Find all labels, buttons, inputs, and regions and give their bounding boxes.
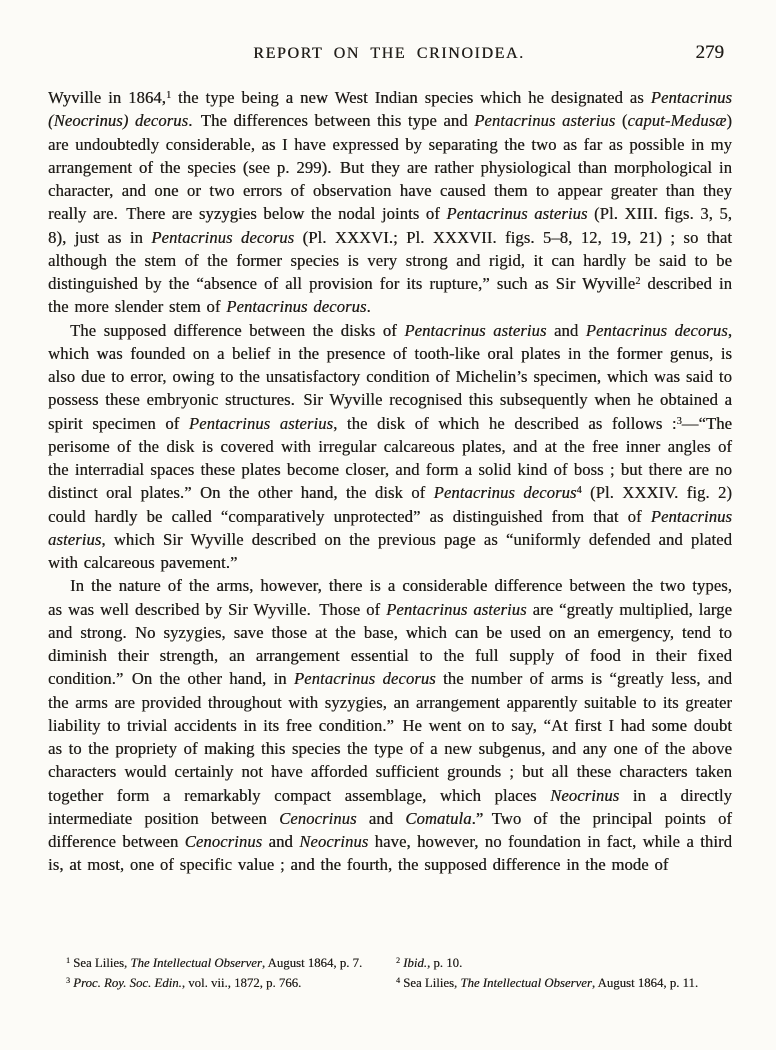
- footnote-1: $^1$ Sea Lilies, The Intellectual Observer, August 1864, p. 7.: [66, 956, 363, 970]
- body-paragraph-1: Wyville in 1864,$^1$ the type being a new West Indian species which he designated as Pentacrinus (Neocrinus) decorus. The differences between this type and Pentacrinus asterius (caput-Medusæ) are undoubtedly considerable, as I have expressed by separating the two as far as possible in my arrangement of the species (see p. 299). But they are rather physiological than morphological in character, and one or two errors of observation have caused them to appear greater than they really are. There are syzygies below the nodal joints of Pentacrinus asterius (Pl. XIII. figs. 3, 5, 8), just as in Pentacrinus decorus (Pl. XXXVI.; Pl. XXXVII. figs. 5–8, 12, 19, 21) ; so that although the stem of the former species is very strong and rigid, it can hardly be said to be distinguished by the “absence of all provision for its rupture,” such as Sir Wyville$^2$ described in the more slender stem of Pentacrinus decorus.: [48, 88, 733, 317]
- running-head-title: REPORT ON THE CRINOIDEA.: [253, 45, 525, 62]
- footnote-4: $^4$ Sea Lilies, The Intellectual Observer, August 1864, p. 11.: [396, 976, 699, 990]
- body-paragraph-3: In the nature of the arms, however, there is a considerable difference between the two types, as was well described by Sir Wyville. Those of Pentacrinus asterius are “greatly multiplied, large and strong. No syzygies, save those at the base, which can be used on an emergency, tend to diminish their strength, an arrangement essential to the full supply of food in their fixed condition.” On the other hand, in Pentacrinus decorus the number of arms is “greatly less, and the arms are provided throughout with syzygies, an arrangement apparently suitable to its greater liability to trivial accidents in its free condition.” He went on to say, “At first I had some doubt as to the propriety of making this species the type of a new subgenus, and any one of the above characters would certainly not have afforded sufficient grounds ; but all these characters taken together form a remarkably compact assemblage, which places Neocrinus in a directly intermediate position between Cenocrinus and Comatula.” Two of the principal points of difference between Cenocrinus and Neocrinus have, however, no foundation in fact, while a third is, at most, one of specific value ; and the fourth, the supposed difference in the mode of: [48, 576, 733, 875]
- footnote-row-1: [48, 953, 732, 973]
- footnote-section: [48, 953, 732, 993]
- footnote-row-2: [48, 973, 732, 993]
- footnote-3: $^3$ Proc. Roy. Soc. Edin., vol. vii., 1872, p. 766.: [66, 976, 302, 990]
- body-paragraph-2: The supposed difference between the disks of Pentacrinus asterius and Pentacrinus decorus, which was founded on a belief in the presence of tooth-like oral plates in the former genus, is also due to error, owing to the unsatisfactory condition of Michelin’s specimen, which was said to possess these embryonic structures. Sir Wyville recognised this subsequently when he obtained a spirit specimen of Pentacrinus asterius, the disk of which he described as follows :$^3$—“The perisome of the disk is covered with irregular calcareous plates, and at the free inner angles of the interradial spaces these plates become closer, and form a solid kind of boss ; but there are no distinct oral plates.” On the other hand, the disk of Pentacrinus decorus$^4$ (Pl. XXXIV. fig. 2) could hardly be called “comparatively unprotected” as distinguished from that of Pentacrinus asterius, which Sir Wyville described on the previous page as “uniformly defended and plated with calcareous pavement.”: [48, 320, 733, 572]
- page-number: 279: [695, 42, 724, 63]
- text-block: [48, 86, 732, 877]
- page-header: [48, 42, 730, 69]
- footnote-2: $^2$ Ibid., p. 10.: [396, 956, 463, 970]
